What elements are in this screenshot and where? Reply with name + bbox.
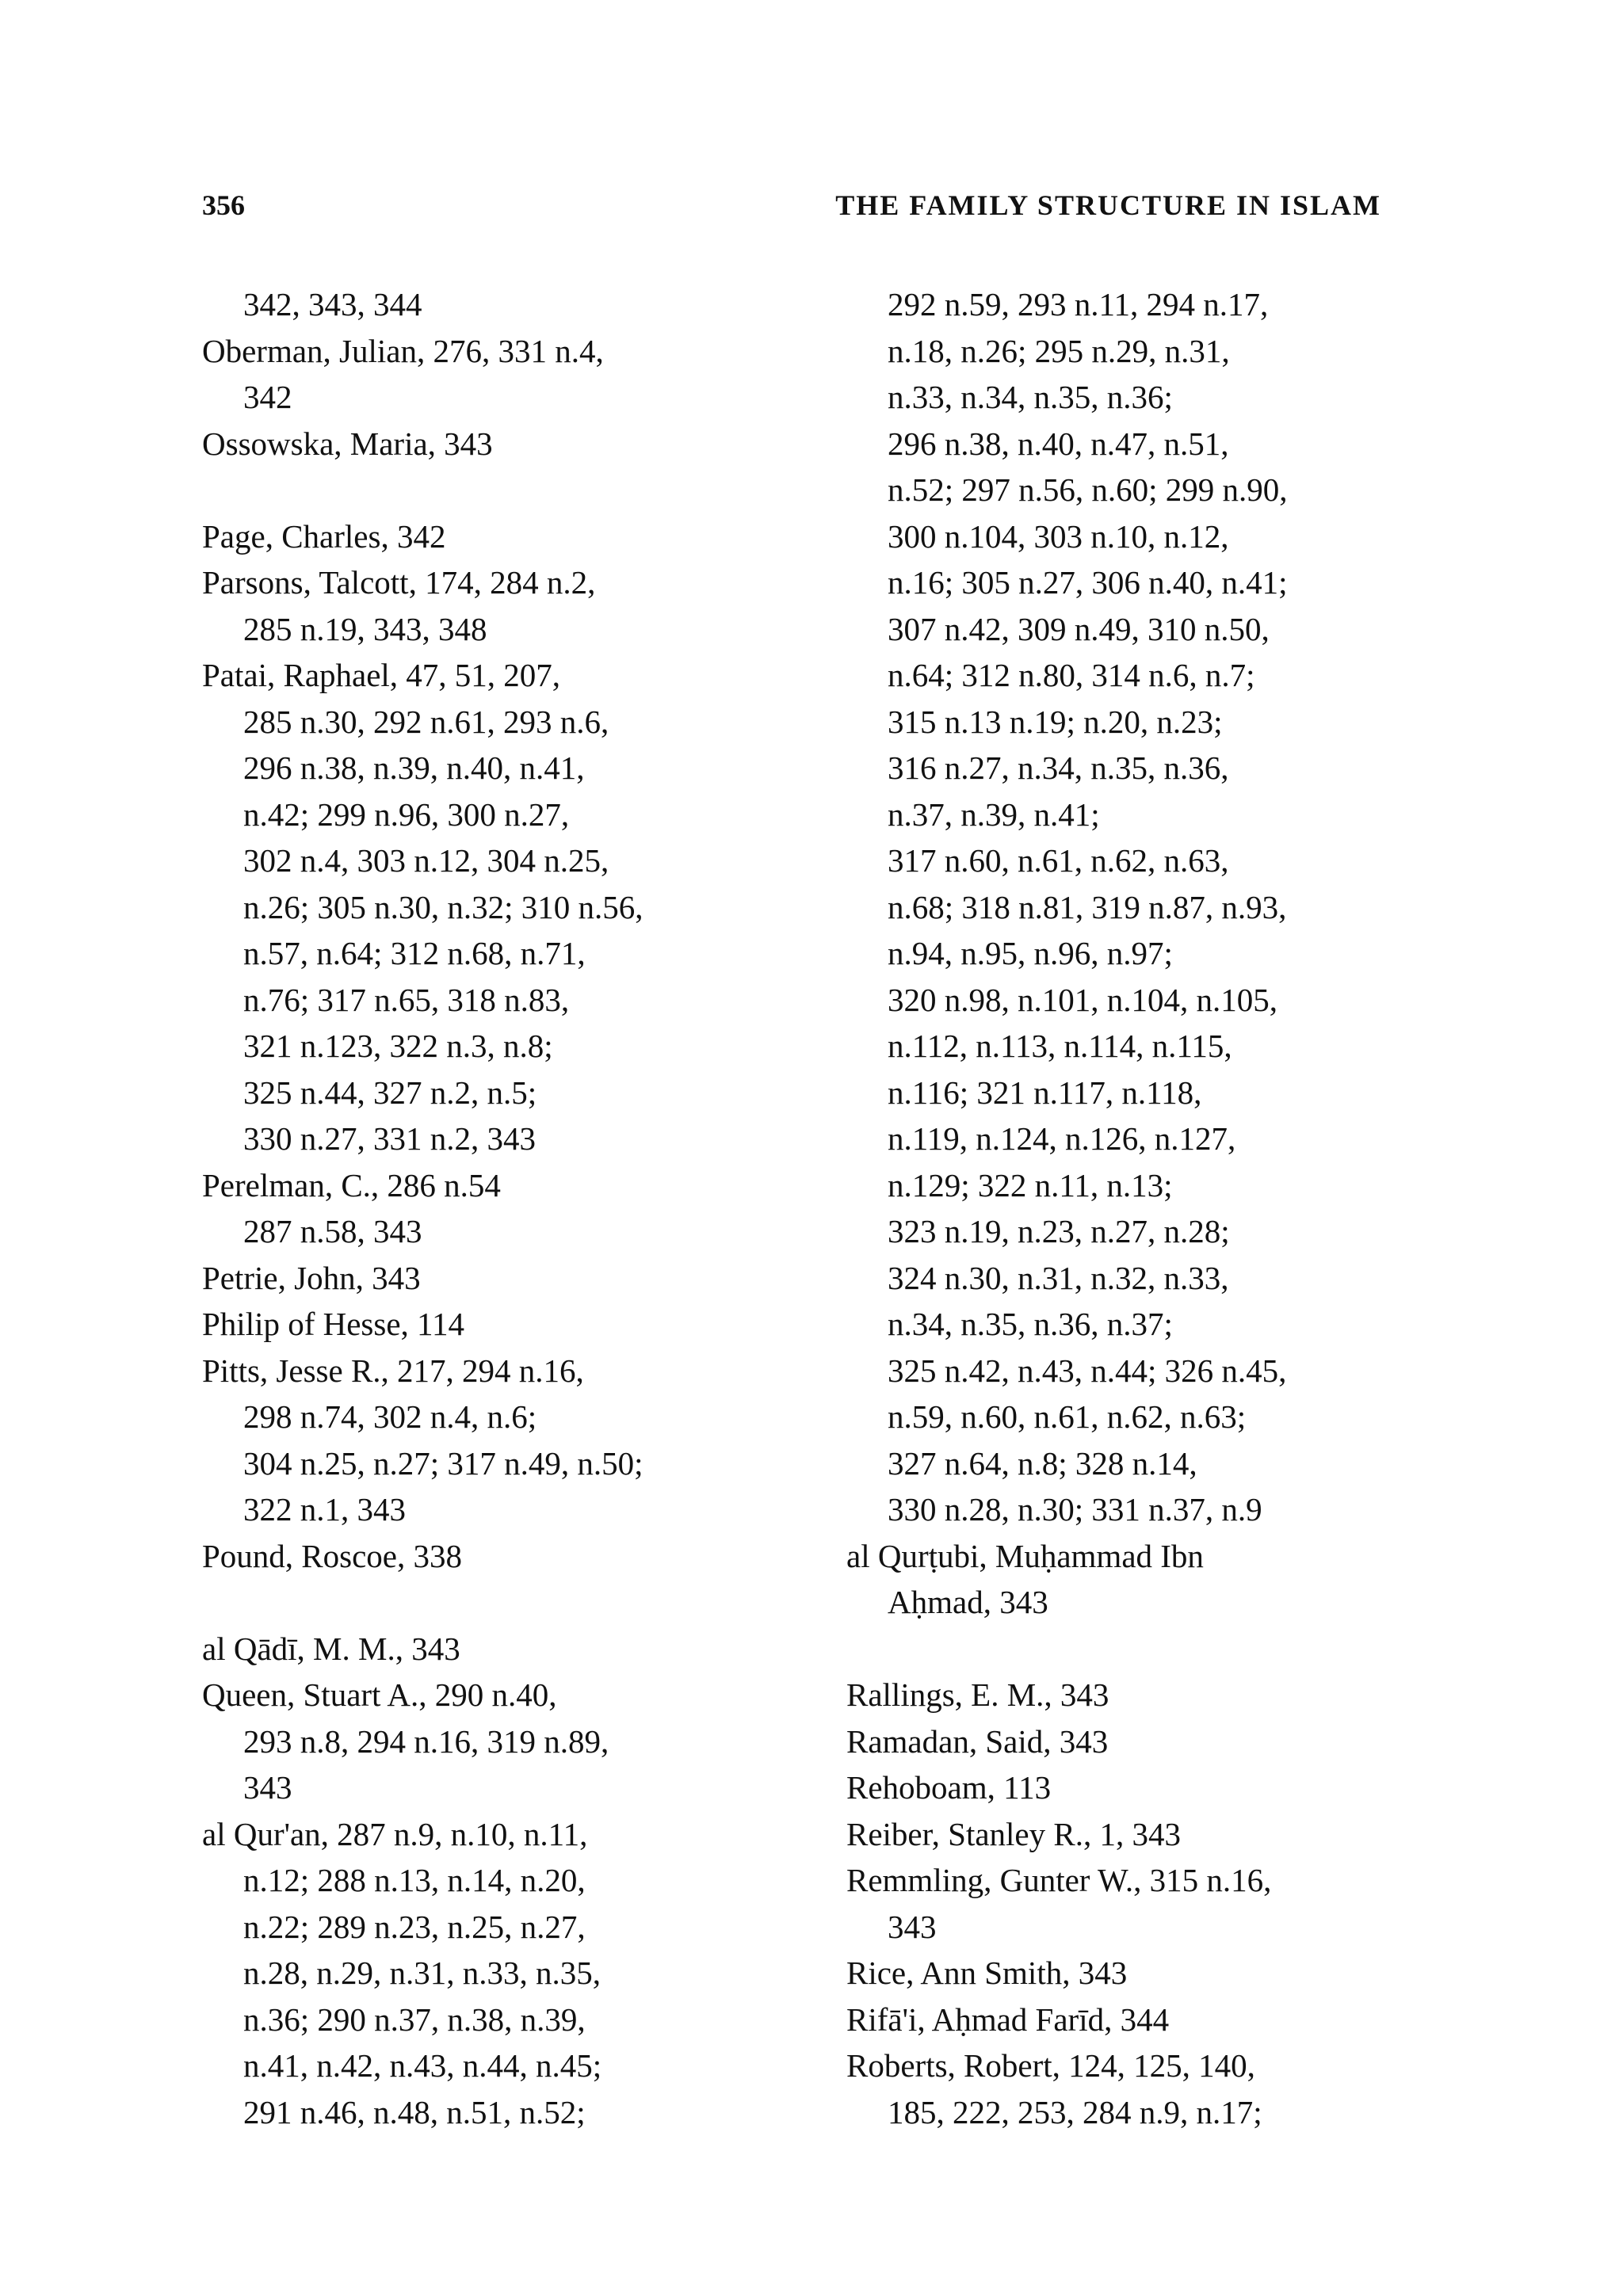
index-entry-heading: Roberts, Robert, 124, 125, 140,	[846, 2047, 1255, 2084]
index-column-right	[846, 281, 1449, 2135]
index-continuation-line: 304 n.25, n.27; 317 n.49, n.50;	[243, 1444, 643, 1482]
index-continuation-line: n.22; 289 n.23, n.25, n.27,	[243, 1908, 586, 1945]
index-entry-heading: Pound, Roscoe, 338	[202, 1537, 462, 1574]
index-entry-heading: Ossowska, Maria, 343	[202, 425, 493, 462]
index-continuation-line: n.64; 312 n.80, 314 n.6, n.7;	[888, 657, 1255, 693]
index-continuation-line: n.76; 317 n.65, 318 n.83,	[243, 981, 570, 1018]
index-continuation-line: 293 n.8, 294 n.16, 319 n.89,	[243, 1722, 609, 1760]
index-continuation-line: 321 n.123, 322 n.3, n.8;	[243, 1028, 553, 1064]
index-continuation-line: 343	[243, 1769, 292, 1806]
index-continuation-line: n.112, n.113, n.114, n.115,	[888, 1028, 1232, 1064]
index-spacer	[846, 1626, 1449, 1672]
index-spacer	[202, 467, 804, 513]
index-continuation-line: n.36; 290 n.37, n.38, n.39,	[243, 2000, 586, 2038]
index-entry-heading: Perelman, C., 286 n.54	[202, 1166, 501, 1203]
page-header	[202, 189, 1381, 236]
index-continuation-line: n.94, n.95, n.96, n.97;	[888, 935, 1173, 971]
index-entry-heading: Parsons, Talcott, 174, 284 n.2,	[202, 564, 596, 601]
index-continuation-line: n.57, n.64; 312 n.68, n.71,	[243, 935, 586, 971]
index-entry-heading: Queen, Stuart A., 290 n.40,	[202, 1676, 557, 1713]
index-continuation-line: 302 n.4, 303 n.12, 304 n.25,	[243, 842, 609, 879]
index-entry-heading: Rice, Ann Smith, 343	[846, 1955, 1128, 1991]
index-column-left	[202, 281, 804, 2135]
index-continuation-line: 327 n.64, n.8; 328 n.14,	[888, 1444, 1197, 1482]
index-continuation-line: n.26; 305 n.30, n.32; 310 n.56,	[243, 888, 643, 925]
index-continuation-line: n.119, n.124, n.126, n.127,	[888, 1120, 1236, 1157]
index-continuation-line: 307 n.42, 309 n.49, 310 n.50,	[888, 610, 1270, 647]
index-continuation-line: 287 n.58, 343	[243, 1213, 422, 1249]
index-continuation-line: n.129; 322 n.11, n.13;	[888, 1166, 1173, 1203]
index-entry-heading: Pitts, Jesse R., 217, 294 n.16,	[202, 1352, 584, 1389]
index-continuation-line: n.28, n.29, n.31, n.33, n.35,	[243, 1955, 601, 1991]
index-continuation-line: n.59, n.60, n.61, n.62, n.63;	[888, 1398, 1247, 1435]
index-continuation-line: n.34, n.35, n.36, n.37;	[888, 1306, 1173, 1342]
running-title: THE FAMILY STRUCTURE IN ISLAM	[835, 189, 1381, 221]
index-continuation-line: n.33, n.34, n.35, n.36;	[888, 379, 1173, 415]
index-entry-heading: al Qur'an, 287 n.9, n.10, n.11,	[202, 1815, 588, 1852]
index-entry-heading: Petrie, John, 343	[202, 1259, 421, 1296]
index-continuation-line: 323 n.19, n.23, n.27, n.28;	[888, 1213, 1230, 1249]
index-entry-heading: Ramadan, Said, 343	[846, 1722, 1109, 1760]
index-entry-heading: Patai, Raphael, 47, 51, 207,	[202, 657, 561, 693]
index-continuation-line: 292 n.59, 293 n.11, 294 n.17,	[888, 286, 1269, 322]
index-continuation-line: 317 n.60, n.61, n.62, n.63,	[888, 842, 1229, 879]
index-continuation-line: n.68; 318 n.81, 319 n.87, n.93,	[888, 888, 1287, 925]
index-continuation-line: n.12; 288 n.13, n.14, n.20,	[243, 1862, 586, 1898]
index-continuation-line: 300 n.104, 303 n.10, n.12,	[888, 517, 1229, 555]
index-entry-heading: Remmling, Gunter W., 315 n.16,	[846, 1862, 1272, 1898]
index-continuation-line: n.18, n.26; 295 n.29, n.31,	[888, 332, 1230, 369]
index-continuation-line: 325 n.44, 327 n.2, n.5;	[243, 1074, 537, 1111]
index-entry-heading: Oberman, Julian, 276, 331 n.4,	[202, 332, 604, 369]
index-continuation-line: 185, 222, 253, 284 n.9, n.17;	[888, 2093, 1262, 2130]
index-continuation-line: Aḥmad, 343	[888, 1584, 1048, 1620]
index-spacer	[202, 1579, 804, 1626]
index-continuation-line: 330 n.28, n.30; 331 n.37, n.9	[888, 1491, 1262, 1527]
index-continuation-line: n.37, n.39, n.41;	[888, 795, 1100, 833]
index-continuation-line: 320 n.98, n.101, n.104, n.105,	[888, 981, 1277, 1018]
index-continuation-line: 315 n.13 n.19; n.20, n.23;	[888, 703, 1223, 740]
index-entry-heading: al Qādī, M. M., 343	[202, 1630, 460, 1667]
index-entry-heading: Page, Charles, 342	[202, 517, 446, 555]
index-continuation-line: 324 n.30, n.31, n.32, n.33,	[888, 1259, 1229, 1296]
index-continuation-line: 298 n.74, 302 n.4, n.6;	[243, 1398, 537, 1435]
index-entry-heading: Philip of Hesse, 114	[202, 1306, 465, 1342]
index-entry-heading: Rehoboam, 113	[846, 1769, 1052, 1806]
index-continuation-line: 330 n.27, 331 n.2, 343	[243, 1120, 536, 1157]
index-continuation-line: 296 n.38, n.40, n.47, n.51,	[888, 425, 1229, 462]
index-continuation-line: n.42; 299 n.96, 300 n.27,	[243, 795, 570, 833]
index-continuation-line: 342	[243, 379, 292, 415]
index-entry-heading: Reiber, Stanley R., 1, 343	[846, 1815, 1181, 1852]
index-continuation-line: 291 n.46, n.48, n.51, n.52;	[243, 2093, 586, 2130]
index-continuation-line: n.41, n.42, n.43, n.44, n.45;	[243, 2047, 602, 2084]
index-continuation-line: 285 n.19, 343, 348	[243, 610, 487, 647]
index-continuation-line: 285 n.30, 292 n.61, 293 n.6,	[243, 703, 609, 740]
index-continuation-line: 296 n.38, n.39, n.40, n.41,	[243, 749, 585, 786]
index-continuation-line: 342, 343, 344	[243, 286, 422, 322]
index-continuation-line: n.116; 321 n.117, n.118,	[888, 1074, 1202, 1111]
index-entry-heading: al Qurṭubi, Muḥammad Ibn	[846, 1537, 1204, 1574]
index-continuation-line: n.16; 305 n.27, 306 n.40, n.41;	[888, 564, 1288, 601]
index-continuation-line: n.52; 297 n.56, n.60; 299 n.90,	[888, 471, 1288, 508]
index-continuation-line: 343	[888, 1908, 937, 1945]
index-continuation-line: 322 n.1, 343	[243, 1491, 406, 1527]
page-number: 356	[202, 189, 245, 221]
index-continuation-line: 325 n.42, n.43, n.44; 326 n.45,	[888, 1352, 1287, 1389]
index-entry-heading: Rifā'i, Aḥmad Farīd, 344	[846, 2000, 1170, 2038]
index-continuation-line: 316 n.27, n.34, n.35, n.36,	[888, 749, 1229, 786]
index-entry-heading: Rallings, E. M., 343	[846, 1676, 1109, 1713]
